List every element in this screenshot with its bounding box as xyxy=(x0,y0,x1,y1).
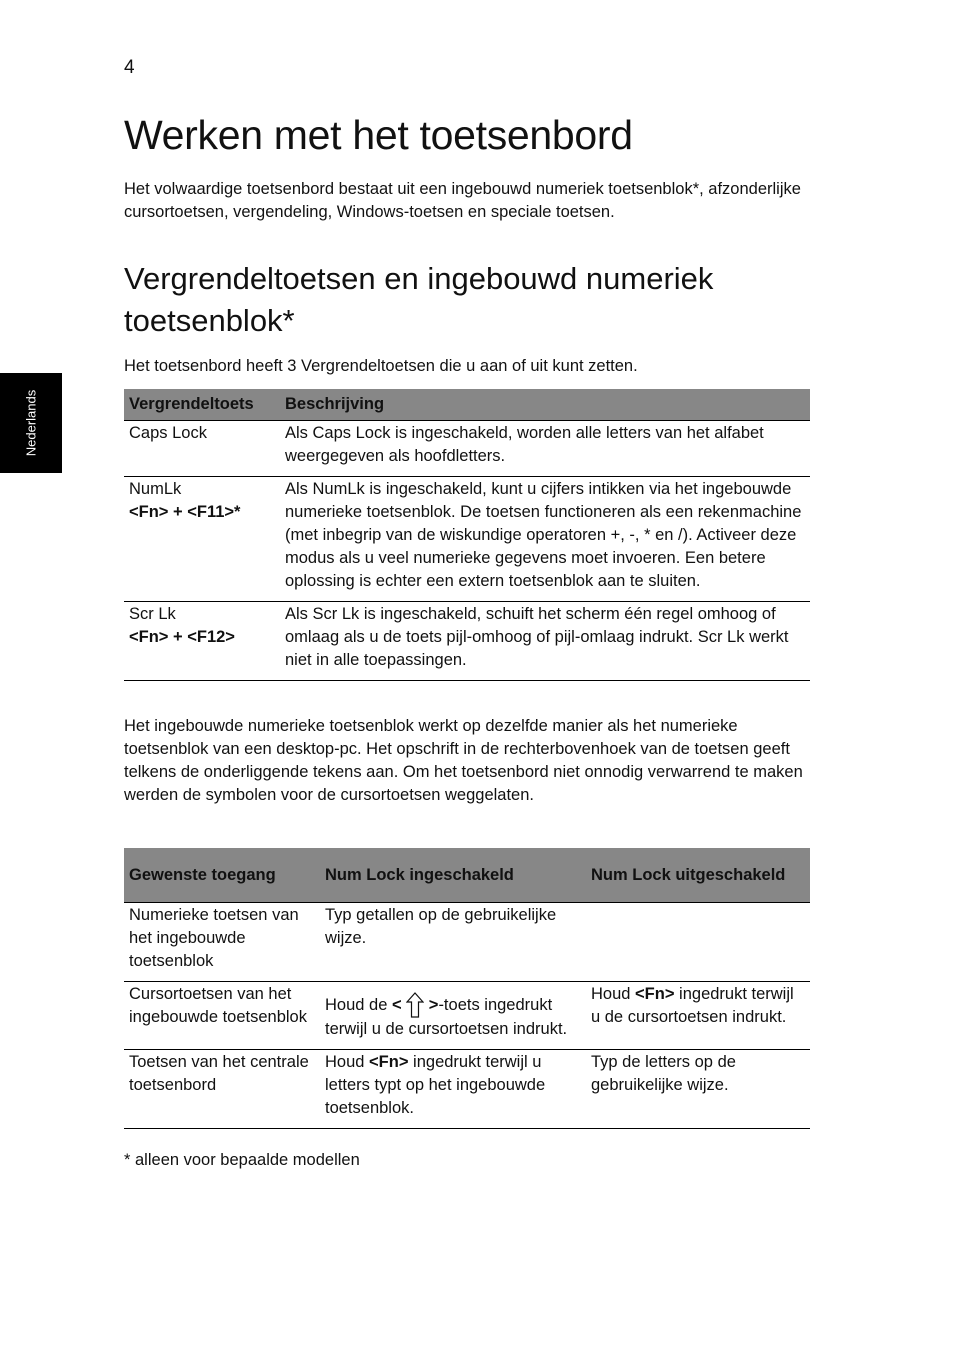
shift-arrow-icon xyxy=(406,992,424,1018)
header-lock-key: Vergrendeltoets xyxy=(124,389,280,421)
text-fragment: ingedrukt terwijl u de cursortoetsen indrukt. xyxy=(591,985,794,1026)
header-numlock-on: Num Lock ingeschakeld xyxy=(320,848,586,903)
numlock-on-cell: Typ getallen op de gebruikelijke wijze. xyxy=(320,903,586,982)
lock-key-cell xyxy=(124,421,280,477)
header-description: Beschrijving xyxy=(280,389,810,421)
lock-desc-cell: Als Caps Lock is ingeschakeld, worden alle letters van het alfabet weergegeven als hoofdletters. xyxy=(280,421,810,477)
numlock-off-cell: Typ de letters op de gebruikelijke wijze. xyxy=(586,1050,810,1129)
lock-key-combo: <Fn> + <F12> xyxy=(129,628,235,646)
language-side-tab xyxy=(0,373,62,473)
page-number: 4 xyxy=(124,57,135,78)
footnote: * alleen voor bepaalde modellen xyxy=(124,1151,360,1169)
lock-desc-cell: Als Scr Lk is ingeschakeld, schuift het scherm één regel omhoog of omlaag als u de toets pijl-omhoog of pijl-omlaag indrukt. Scr Lk werkt niet in alle toepassingen. xyxy=(280,602,810,681)
table-row xyxy=(124,477,810,602)
numlock-off-cell xyxy=(586,903,810,982)
lock-key-combo: <Fn> + <F11>* xyxy=(129,503,241,521)
lock-keys-lead: Het toetsenbord heeft 3 Vergrendeltoetsen die u aan of uit kunt zetten. xyxy=(124,357,638,375)
page-title: Werken met het toetsenbord xyxy=(124,112,633,158)
access-cell: Numerieke toetsen van het ingebouwde toetsenblok xyxy=(124,903,320,982)
header-numlock-off: Num Lock uitgeschakeld xyxy=(586,848,810,903)
access-cell: Cursortoetsen van het ingebouwde toetsenblok xyxy=(124,982,320,1050)
table-header-row xyxy=(124,389,810,421)
header-desired-access: Gewenste toegang xyxy=(124,848,320,903)
lock-key-name: Caps Lock xyxy=(129,424,207,442)
fn-key-label: <Fn> xyxy=(635,985,675,1003)
numlock-on-cell xyxy=(320,1050,586,1129)
section-title: Vergrendeltoetsen en ingebouwd numeriek toetsenblok* xyxy=(124,261,714,338)
lock-desc-cell: Als NumLk is ingeschakeld, kunt u cijfers intikken via het ingebouwde numerieke toetsenblok. De toetsen functioneren als een rekenmachine (met inbegrip van de wiskundige operatoren +, -, * en /). Activeer deze modus als u veel numerieke gegevens moet invoeren. Een betere oplossing is echter een extern toetsenblok aan te sluiten. xyxy=(280,477,810,602)
lock-key-name: NumLk xyxy=(129,480,182,498)
text-fragment: Houd xyxy=(325,1053,370,1071)
table-row xyxy=(124,1050,810,1129)
side-tab-label: Nederlands xyxy=(23,389,39,457)
fn-key-label: <Fn> xyxy=(369,1053,409,1071)
lock-key-name: Scr Lk xyxy=(129,605,176,623)
numpad-paragraph: Het ingebouwde numerieke toetsenblok werkt op dezelfde manier als het numerieke toetsenblok van een desktop-pc. Het opschrift in de rechterbovenhoek van de toetsen geeft telkens de onderliggende tekens aan. Om het toetsenbord niet onnodig verwarrend te maken werden de symbolen voor de cursortoetsen weggelaten. xyxy=(124,717,803,804)
text-fragment: -toets ingedrukt terwijl u de cursortoetsen indrukt. xyxy=(325,996,568,1038)
text-fragment: Houd de xyxy=(325,996,392,1014)
lock-key-cell xyxy=(124,477,280,602)
text-fragment: Houd xyxy=(591,985,636,1003)
lock-key-cell xyxy=(124,602,280,681)
table-row xyxy=(124,982,810,1050)
table-row xyxy=(124,421,810,477)
numlock-off-cell xyxy=(586,982,810,1050)
lock-keys-table xyxy=(124,389,810,681)
table-row xyxy=(124,602,810,681)
table-header-row xyxy=(124,848,810,903)
bracket-open: < xyxy=(391,996,402,1014)
text-fragment: ingedrukt terwijl u letters typt op het ingebouwde toetsenblok. xyxy=(325,1053,546,1117)
intro-paragraph: Het volwaardige toetsenbord bestaat uit een ingebouwd numeriek toetsenblok*, afzonderlijke cursortoetsen, vergendeling, Windows-toetsen en speciale toetsen. xyxy=(124,180,801,221)
numlock-on-cell xyxy=(320,982,586,1050)
access-table xyxy=(124,848,810,1129)
bracket-close: > xyxy=(428,996,439,1014)
table-row xyxy=(124,903,810,982)
access-cell: Toetsen van het centrale toetsenbord xyxy=(124,1050,320,1129)
